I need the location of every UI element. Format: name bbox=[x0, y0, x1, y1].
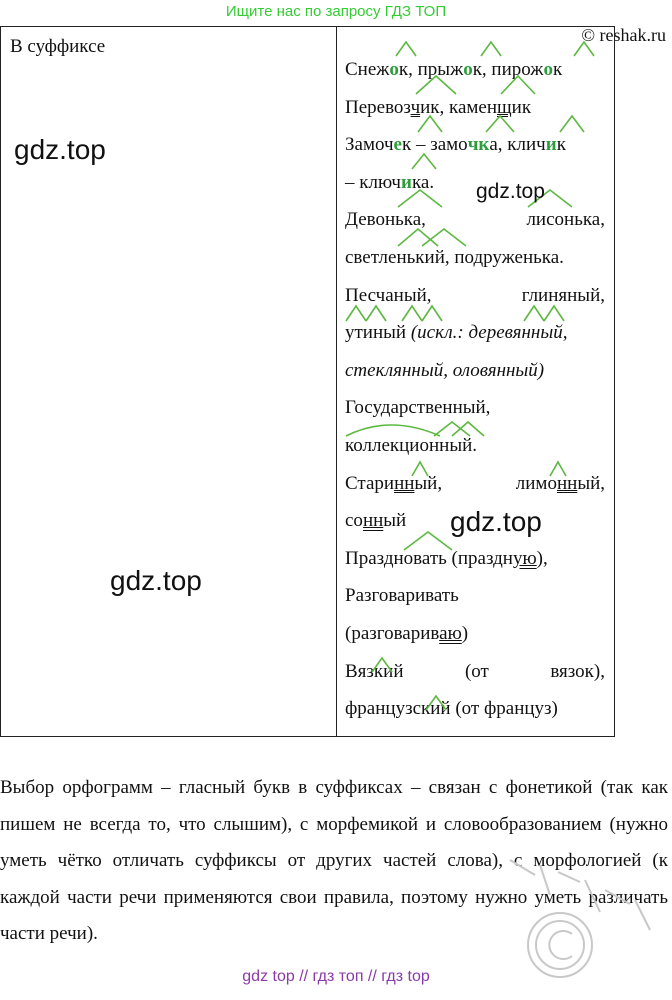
top-banner[interactable]: Ищите нас по запросу ГДЗ ТОП bbox=[225, 3, 447, 20]
example-line-5: Девонька, лисонька, bbox=[345, 209, 605, 231]
example-line-16: (разговариваю) bbox=[345, 622, 469, 644]
example-line-11: коллекционный. bbox=[345, 434, 477, 456]
example-line-2: Перевозчик, каменщик bbox=[345, 96, 532, 118]
left-column-header: В суффиксе bbox=[10, 36, 106, 57]
watermark-gdz-1: gdz.top bbox=[14, 134, 106, 165]
example-line-12: Старинный, лимонный, bbox=[345, 472, 605, 494]
right-column-examples bbox=[345, 51, 605, 728]
example-line-17: Вязкий (от вязок), bbox=[345, 660, 605, 682]
example-line-8: утиный (искл.: деревянный, bbox=[345, 322, 568, 344]
column-divider bbox=[336, 27, 337, 736]
watermark-gdz-3: gdz.top bbox=[450, 506, 542, 537]
example-line-6: светленький, подруженька. bbox=[345, 246, 564, 268]
example-line-10: Государственный, bbox=[345, 397, 491, 419]
example-line-3: Замочек – замочка, кличик bbox=[345, 134, 566, 156]
copyright-label: © reshak.ru bbox=[581, 25, 666, 45]
watermark-gdz-2: gdz.top bbox=[476, 180, 545, 203]
watermark-gdz-4: gdz.top bbox=[110, 565, 202, 596]
example-line-7: Песчаный, глиняный, bbox=[345, 284, 605, 306]
example-line-9: стеклянный, оловянный) bbox=[345, 359, 545, 381]
example-line-4: – ключика. bbox=[345, 171, 435, 193]
spelling-table bbox=[0, 26, 615, 737]
conclusion-paragraph bbox=[0, 770, 668, 953]
example-line-15: Разговаривать bbox=[345, 585, 459, 607]
conclusion-text: Выбор орфограмм – гласный букв в суффиксах – связан с фонетикой (так как пишем не всегда то, что слышим), с морфемикой и словообразованием (нужно уметь чётко отличать суффиксы от других частей слова), с морфологией (к каждой части речи применяются свои правила, поэтому нужно уметь различать части речи). bbox=[0, 777, 668, 944]
example-line-1: Снежок, прыжок, пирожок bbox=[345, 59, 563, 80]
example-line-14: Праздновать (праздную), bbox=[345, 547, 548, 569]
bottom-links[interactable]: gdz top // гдз топ // гдз top bbox=[242, 968, 430, 985]
example-line-18: французский (от француз) bbox=[345, 698, 558, 720]
example-line-13: сонный bbox=[345, 510, 407, 532]
